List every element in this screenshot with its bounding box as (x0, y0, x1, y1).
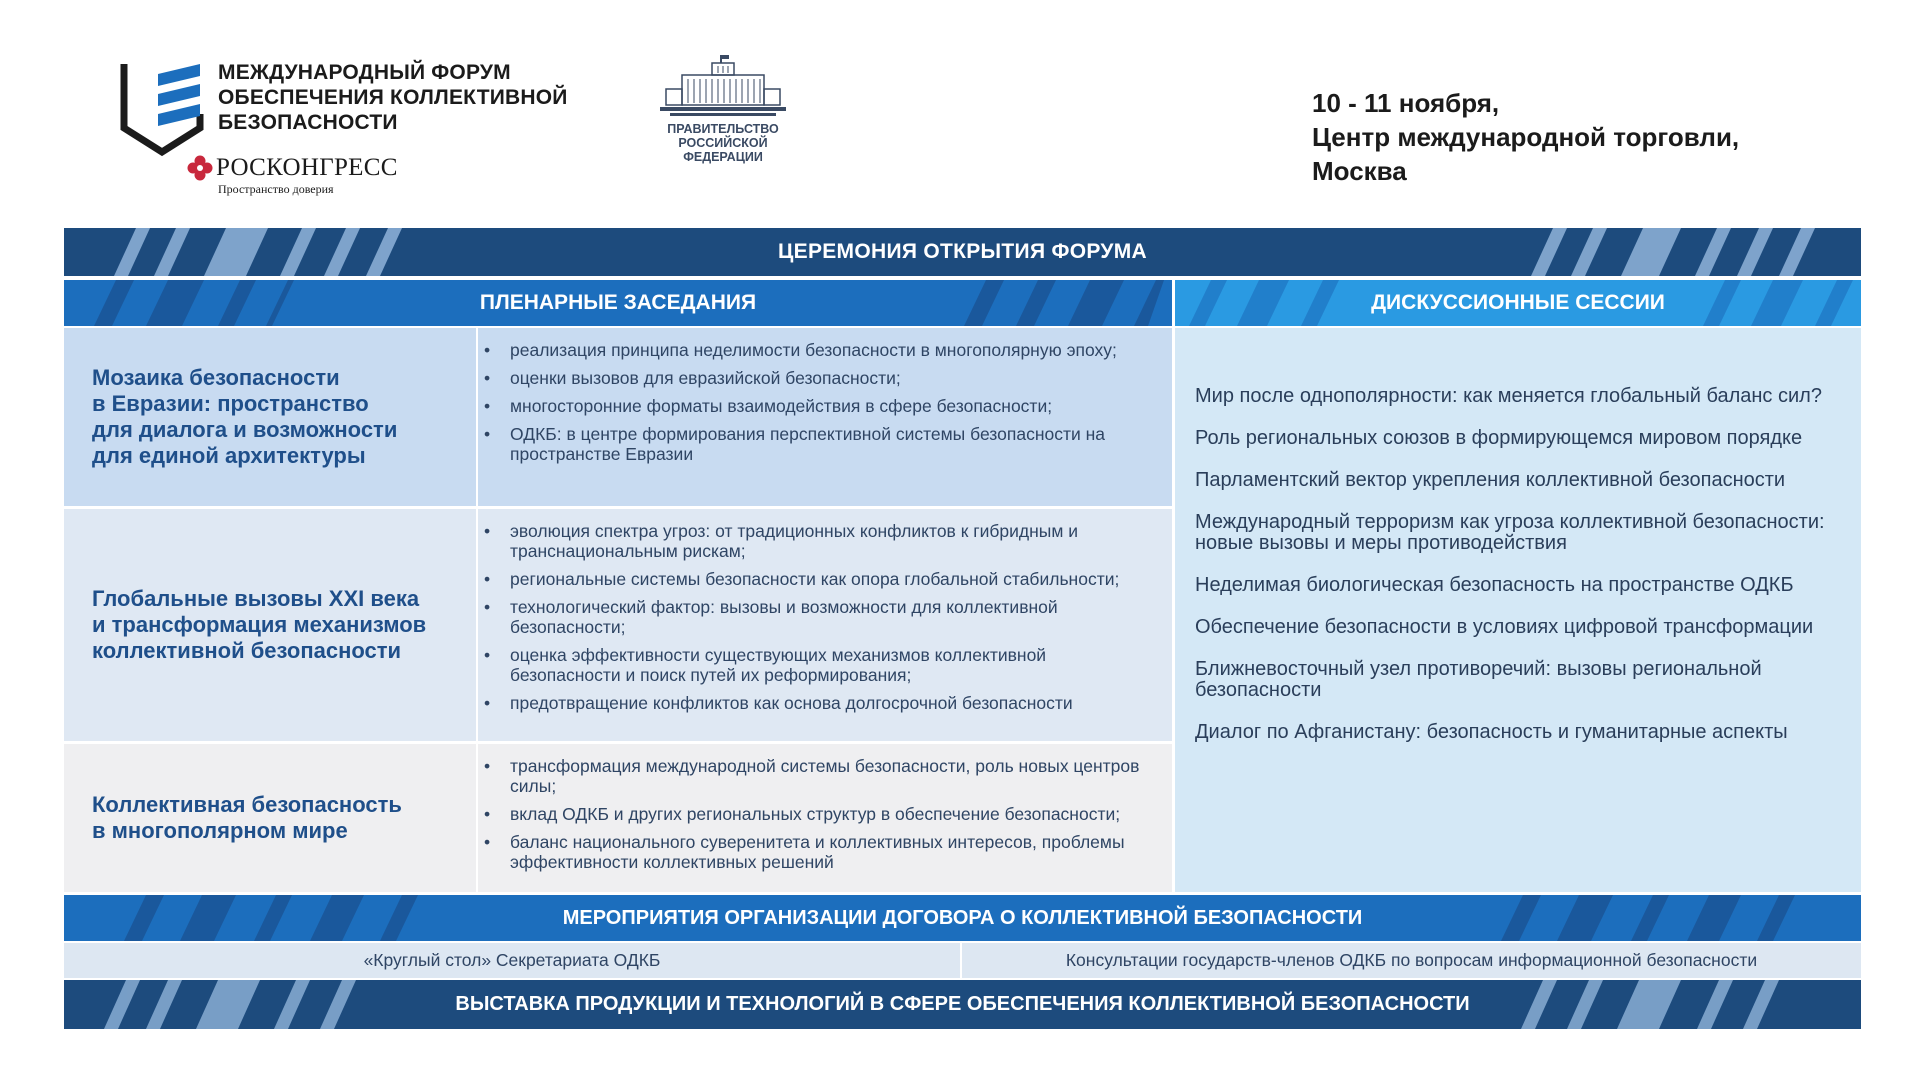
discussion-item: Роль региональных союзов в формирующемся мировом порядке (1195, 427, 1803, 449)
stripe-decoration (1703, 280, 1853, 326)
discussion-item: Парламентский вектор укрепления коллективной безопасности (1195, 469, 1786, 491)
event-date: 10 - 11 ноября, (1312, 88, 1500, 118)
plenary-topic (64, 744, 478, 892)
government-name-line: ФЕДЕРАЦИИ (683, 150, 763, 164)
government-name-line: РОССИЙСКОЙ (678, 136, 768, 150)
bullet-item: • реализация принципа неделимости безопасности в многополярную эпоху; (510, 340, 1142, 360)
plenary-sessions-bar (64, 280, 1172, 326)
stripe-decoration (84, 228, 404, 276)
plenary-row (64, 328, 1172, 506)
stripe-decoration (1531, 228, 1831, 276)
forum-title-line: ОБЕСПЕЧЕНИЯ КОЛЛЕКТИВНОЙ (218, 86, 568, 109)
plenary-topic (64, 509, 478, 741)
plenary-topic-line: Мозаика безопасности (92, 365, 340, 390)
bullet-item: • трансформация международной системы безопасности, роль новых центров силы; (510, 756, 1142, 796)
stripe-decoration (94, 280, 294, 326)
forum-title (218, 60, 568, 135)
stripe-decoration (124, 895, 424, 941)
discussion-sessions-list (1175, 328, 1861, 892)
bullet-item: • ОДКБ: в центре формирования перспективной системы безопасности на пространстве Евразии (510, 424, 1142, 464)
csto-consultations: Консультации государств-членов ОДКБ по вопросам информационной безопасности (962, 943, 1861, 978)
exhibition-title: ВЫСТАВКА ПРОДУКЦИИ И ТЕХНОЛОГИЙ В СФЕРЕ ОБЕСПЕЧЕНИЯ КОЛЛЕКТИВНОЙ БЕЗОПАСНОСТИ (455, 993, 1470, 1015)
plenary-topic-line: и трансформация механизмов (92, 612, 427, 637)
discussion-item: Обеспечение безопасности в условиях цифровой трансформации (1195, 616, 1814, 638)
bullet-item: • оценка эффективности существующих механизмов коллективной безопасности и поиск путей их реформирования; (510, 645, 1142, 685)
roscongress-flower-icon (186, 154, 214, 182)
discussion-item: Диалог по Афганистану: безопасность и гуманитарные аспекты (1195, 721, 1788, 743)
stripe-decoration (84, 980, 404, 1029)
event-date-location (1312, 86, 1739, 188)
forum-title-line: МЕЖДУНАРОДНЫЙ ФОРУМ (218, 61, 511, 84)
discussion-sessions-title: ДИСКУССИОННЫЕ СЕССИИ (1371, 291, 1665, 314)
discussion-sessions-bar (1175, 280, 1861, 326)
plenary-topic-line: в многополярном мире (92, 818, 348, 843)
plenary-bullets (478, 328, 1172, 506)
forum-shield-logo-icon (118, 60, 208, 160)
government-name-line: ПРАВИТЕЛЬСТВО (667, 122, 779, 136)
bullet-item: • предотвращение конфликтов как основа долгосрочной безопасности (510, 693, 1142, 713)
plenary-topic-line: Коллективная безопасность (92, 792, 402, 817)
government-house-icon (660, 55, 786, 117)
plenary-topic-line: Глобальные вызовы XXI века (92, 586, 420, 611)
roscongress-name: РОСКОНГРЕСС (216, 154, 398, 181)
exhibition-bar (64, 980, 1861, 1029)
stripe-decoration (1521, 980, 1841, 1029)
plenary-topic-line: для единой архитектуры (92, 443, 366, 468)
plenary-row (64, 744, 1172, 892)
plenary-topic-line: коллективной безопасности (92, 638, 402, 663)
plenary-bullets (478, 744, 1172, 892)
stripe-decoration (964, 280, 1164, 326)
government-name (650, 122, 796, 164)
bullet-item: • баланс национального суверенитета и коллективных интересов, проблемы эффективности коллективных решений (510, 832, 1142, 872)
bullet-item: • региональные системы безопасности как опора глобальной стабильности; (510, 569, 1142, 589)
plenary-topic-line: в Евразии: пространство (92, 391, 369, 416)
plenary-topic-line: для диалога и возможности (92, 417, 398, 442)
plenary-row (64, 509, 1172, 741)
header (0, 0, 1920, 225)
discussion-item: Международный терроризм как угроза коллективной безопасности: новые вызовы и меры противодействия (1195, 511, 1825, 554)
bullet-item: • оценки вызовов для евразийской безопасности; (510, 368, 1142, 388)
event-city: Москва (1312, 156, 1407, 186)
csto-events-row (64, 943, 1861, 978)
csto-round-table: «Круглый стол» Секретариата ОДКБ (64, 943, 962, 978)
opening-ceremony-bar (64, 228, 1861, 276)
opening-ceremony-label: ЦЕРЕМОНИЯ ОТКРЫТИЯ ФОРУМА (778, 240, 1147, 263)
event-venue: Центр международной торговли, (1312, 122, 1740, 152)
discussion-item: Ближневосточный узел противоречий: вызовы региональной безопасности (1195, 658, 1762, 701)
forum-title-line: БЕЗОПАСНОСТИ (218, 111, 398, 134)
roscongress-tagline: Пространство доверия (218, 182, 334, 196)
discussion-item: Неделимая биологическая безопасность на пространстве ОДКБ (1195, 574, 1794, 596)
bullet-item: • многосторонние форматы взаимодействия в сфере безопасности; (510, 396, 1142, 416)
plenary-sessions-title: ПЛЕНАРНЫЕ ЗАСЕДАНИЯ (479, 291, 757, 314)
plenary-bullets (478, 509, 1172, 741)
bullet-item: • технологический фактор: вызовы и возможности для коллективной безопасности; (510, 597, 1142, 637)
bullet-item: • эволюция спектра угроз: от традиционных конфликтов к гибридным и транснациональным рискам; (510, 521, 1142, 561)
discussion-item: Мир после однополярности: как меняется глобальный баланс сил? (1195, 385, 1822, 407)
plenary-topic (64, 328, 478, 506)
bullet-item: • вклад ОДКБ и других региональных структур в обеспечение безопасности; (510, 804, 1142, 824)
csto-events-title: МЕРОПРИЯТИЯ ОРГАНИЗАЦИИ ДОГОВОРА О КОЛЛЕКТИВНОЙ БЕЗОПАСНОСТИ (562, 906, 1363, 929)
stripe-decoration (1501, 895, 1801, 941)
stripe-decoration (1189, 280, 1339, 326)
csto-events-bar (64, 895, 1861, 941)
